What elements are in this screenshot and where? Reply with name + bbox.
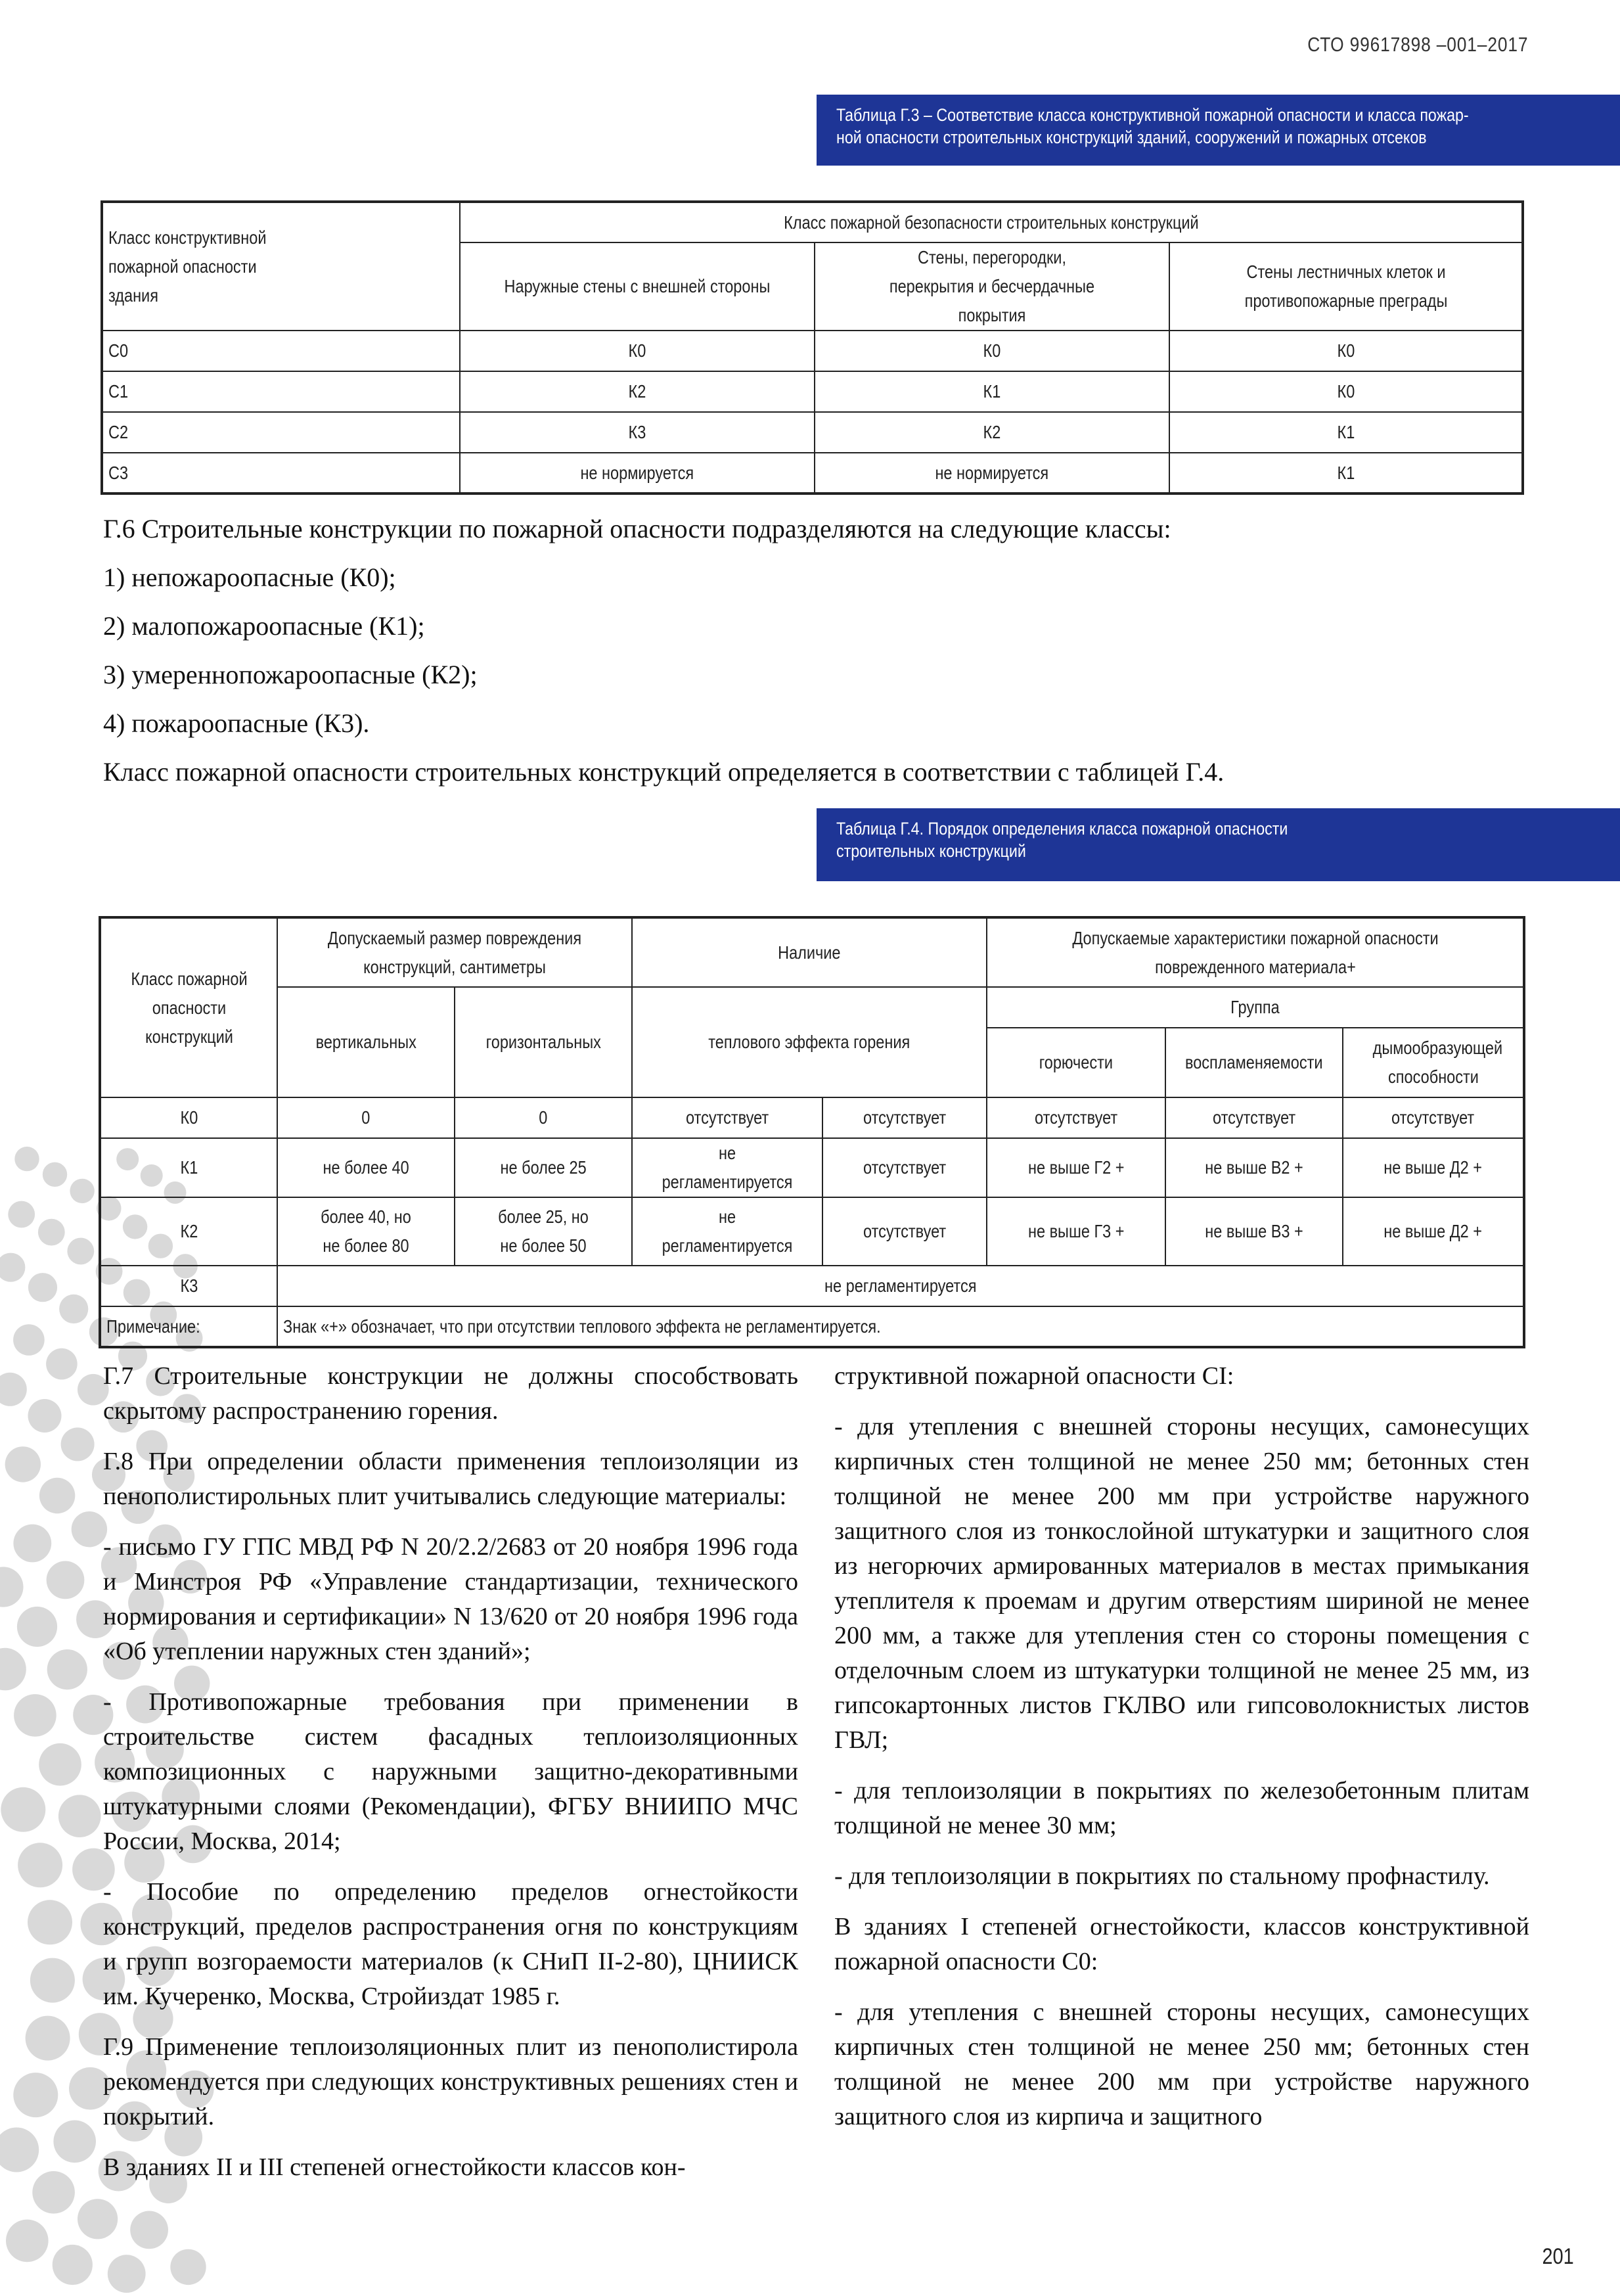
table-cell: отсутствует xyxy=(1343,1097,1524,1138)
table-cell: К1 xyxy=(815,371,1169,412)
section-g6-item-4: 4) пожароопасные (К3). xyxy=(103,708,370,738)
table-g4-head-smoke: дымообразующей способности xyxy=(1343,1028,1524,1097)
table-g4-head-group: Группа xyxy=(987,987,1524,1028)
table-row xyxy=(100,1197,1524,1266)
table-cell: С1 xyxy=(102,371,460,412)
decorative-dot xyxy=(28,1900,72,1944)
paragraph-insulation-walls: - для утепления с внешней стороны несущих, самонесущих кирпичных стен толщиной не менее 250 мм; бетонных стен толщиной не менее 200 мм при устройстве наружного защитного слоя из тонкослойной штукатурки и защитного слоя из негорючих армированных материалов в местах примыкания утеплителя к проемам и другим отверстиям шириной не менее 200 мм, а также для утепления стен со стороны помещения с отделочным слоем из штукатурки толщиной не менее 25 мм, из гипсокартонных листов ГКЛВО или гипсоволокнистых листов ГВЛ; xyxy=(834,1413,1529,1754)
decorative-dot xyxy=(43,1162,67,1187)
table-row xyxy=(100,1097,1524,1138)
table-cell: отсутствует xyxy=(822,1097,987,1138)
table-cell: К0 xyxy=(460,331,815,371)
table-g3-head-group: Класс пожарной безопасности строительных конструкций xyxy=(460,202,1523,242)
table-g4-head-size: Допускаемый размер повреждения конструкций, сантиметры xyxy=(277,917,632,987)
decorative-dot xyxy=(0,1373,27,1406)
table-cell: отсутствует xyxy=(632,1097,822,1138)
table-cell: не регламентируется xyxy=(632,1138,822,1197)
table-g4-caption xyxy=(817,808,1620,881)
decorative-dot xyxy=(17,1607,57,1647)
table-row xyxy=(102,371,1523,412)
table-g3-head-col3: Стены лестничных клеток и противопожарные преграды xyxy=(1169,242,1523,331)
decorative-dot xyxy=(130,2211,168,2249)
table-g4-head-vertical: вертикальных xyxy=(277,987,455,1097)
table-cell: отсутствует xyxy=(822,1138,987,1197)
decorative-dot xyxy=(0,2128,39,2172)
table-cell: К0 xyxy=(815,331,1169,371)
table-cell: С0 xyxy=(102,331,460,371)
table-cell: не выше Д2 + xyxy=(1343,1197,1524,1266)
left-text-column xyxy=(103,1359,798,2201)
table-cell: К2 xyxy=(815,412,1169,453)
table-g3-head-col2: Стены, перегородки, перекрытия и бесчердачные покрытия xyxy=(815,242,1169,331)
table-cell: отсутствует xyxy=(822,1197,987,1266)
table-g4-head-class: Класс пожарной опасности конструкций xyxy=(100,917,277,1097)
table-g3-head-col1: Наружные стены с внешней стороны xyxy=(460,242,815,331)
right-text-column xyxy=(834,1359,1529,2150)
decorative-dot xyxy=(38,1219,65,1246)
table-cell: К1 xyxy=(1169,453,1523,494)
table-cell: К3 xyxy=(100,1266,277,1306)
decorative-dot xyxy=(28,1399,62,1433)
table-cell: не более 40 xyxy=(277,1138,455,1197)
decorative-dot xyxy=(14,1147,39,1171)
decorative-dot xyxy=(53,2245,93,2285)
paragraph-g9: Г.9 Применение теплоизоляционных плит из пенополистирола рекомендуется при следующих конструктивных решениях стен и покрытий. xyxy=(103,2033,798,2130)
decorative-dot xyxy=(58,1795,101,1837)
table-cell: не выше Г3 + xyxy=(987,1197,1165,1266)
paragraph-insulation-steel: - для теплоизоляции в покрытиях по стальному профнастилу. xyxy=(834,1862,1490,1890)
paragraph-g7: Г.7 Строительные конструкции не должны способствовать скрытому распространению горения. xyxy=(103,1362,798,1425)
table-row xyxy=(100,1306,1524,1347)
table-cell: не выше В3 + xyxy=(1165,1197,1343,1266)
table-cell: К0 xyxy=(1169,331,1523,371)
table-g4-head-heat-effect: теплового эффекта горения xyxy=(632,987,987,1097)
table-row xyxy=(100,1138,1524,1197)
table-cell: К0 xyxy=(100,1097,277,1138)
decorative-dot xyxy=(47,1561,85,1599)
table-g3 xyxy=(101,200,1524,495)
table-cell: не более 25 xyxy=(455,1138,632,1197)
section-g6-item-2: 2) малопожароопасные (К1); xyxy=(103,611,425,641)
decorative-dot xyxy=(0,1567,24,1607)
section-g6-item-3: 3) умереннопожароопасные (К2); xyxy=(103,660,478,689)
table-cell: К2 xyxy=(460,371,815,412)
decorative-dot xyxy=(78,2199,118,2239)
decorative-dot xyxy=(72,1511,107,1547)
document-code: СТО 99617898 –001–2017 xyxy=(1307,33,1528,56)
decorative-dot xyxy=(53,2121,96,2163)
table-g3-caption-line2: ной опасности строительных конструкций зданий, сооружений и пожарных отсеков xyxy=(836,127,1427,147)
table-cell: 0 xyxy=(277,1097,455,1138)
table-row xyxy=(102,412,1523,453)
paragraph-g8: Г.8 При определении области применения теплоизоляции из пенополистирольных плит учитывались следующие материалы: xyxy=(103,1448,798,1510)
table-g4-head-flammability: воспламеняемости xyxy=(1165,1028,1343,1097)
table-cell: К2 xyxy=(100,1197,277,1266)
decorative-dot xyxy=(46,1348,78,1380)
table-g3-head-class: Класс конструктивной пожарной опасности здания xyxy=(102,202,460,331)
table-cell: К0 xyxy=(1169,371,1523,412)
table-cell: 0 xyxy=(455,1097,632,1138)
section-g6-closing: Класс пожарной опасности строительных конструкций определяется в соответствии с таблицей Г.4. xyxy=(103,757,1225,787)
decorative-dot xyxy=(61,1427,95,1461)
table-g4-head-presence: Наличие xyxy=(632,917,987,987)
paragraph-letter: - письмо ГУ ГПС МВД РФ N 20/2.2/2683 от 20 ноября 1996 года и Минстроя РФ «Управление стандартизации, технического нормирования и сертификации» N 13/620 от 20 ноября 1996 года «Об утеплении наружных стен зданий»; xyxy=(103,1533,798,1665)
table-g4-note-text: Знак «+» обозначает, что при отсутствии теплового эффекта не регламентируется. xyxy=(277,1306,1524,1347)
table-cell: отсутствует xyxy=(987,1097,1165,1138)
table-cell: не регламентируется xyxy=(632,1197,822,1266)
decorative-dot xyxy=(13,1324,45,1356)
decorative-dot xyxy=(14,1694,56,1737)
table-row xyxy=(102,331,1523,371)
decorative-dot xyxy=(59,1295,88,1323)
table-cell: С3 xyxy=(102,453,460,494)
table-cell: не выше Д2 + xyxy=(1343,1138,1524,1197)
table-cell: более 25, но не более 50 xyxy=(455,1197,632,1266)
paragraph-buildings-ii-iii: В зданиях II и III степеней огнестойкости классов кон- xyxy=(103,2153,686,2181)
decorative-dot xyxy=(0,1253,25,1282)
table-g3-caption-line1: Таблица Г.3 – Соответствие класса конструктивной пожарной опасности и класса пожар- xyxy=(836,105,1469,125)
page-number: 201 xyxy=(1542,2244,1574,2269)
table-cell: не регламентируется xyxy=(277,1266,1524,1306)
decorative-dot xyxy=(47,1649,87,1689)
table-g4-head-horizontal: горизонтальных xyxy=(455,987,632,1097)
decorative-dot xyxy=(8,1201,35,1228)
decorative-dot xyxy=(39,1478,75,1513)
table-g4-caption-line2: строительных конструкций xyxy=(836,841,1026,861)
table-cell: не нормируется xyxy=(460,453,815,494)
decorative-dot xyxy=(26,2016,70,2061)
paragraph-insulation-concrete: - для теплоизоляции в покрытиях по железобетонным плитам толщиной не менее 30 мм; xyxy=(834,1777,1529,1839)
paragraph-continuation: структивной пожарной опасности CI: xyxy=(834,1362,1234,1390)
table-g4-head-chars: Допускаемые характеристики пожарной опасности поврежденного материала+ xyxy=(987,917,1524,987)
section-g6-item-1: 1) непожароопасные (К0); xyxy=(103,563,396,592)
table-g4 xyxy=(99,916,1525,1348)
table-g4-caption-line1: Таблица Г.4. Порядок определения класса пожарной опасности xyxy=(836,819,1288,838)
table-g4-note-label: Примечание: xyxy=(100,1306,277,1347)
decorative-dot xyxy=(1,1787,45,1832)
table-cell: более 40, но не более 80 xyxy=(277,1197,455,1266)
decorative-dot xyxy=(13,1525,51,1563)
table-cell: К1 xyxy=(1169,412,1523,453)
decorative-dot xyxy=(18,1843,62,1887)
decorative-dot xyxy=(67,1238,94,1265)
table-row xyxy=(102,453,1523,494)
table-cell: К3 xyxy=(460,412,815,453)
decorative-dot xyxy=(39,1743,81,1786)
table-g3-caption xyxy=(817,95,1620,166)
decorative-dot xyxy=(5,1446,41,1482)
paragraph-buildings-i: В зданиях I степеней огнестойкости, классов конструктивной пожарной опасности С0: xyxy=(834,1913,1529,1975)
decorative-dot xyxy=(108,2255,146,2293)
paragraph-insulation-walls-c0: - для утепления с внешней стороны несущих, самонесущих кирпичных стен толщиной не менее 250 мм; бетонных стен толщиной не менее 200 мм при устройстве наружного защитного слоя из кирпича и защитного xyxy=(834,1998,1529,2130)
table-row xyxy=(100,1266,1524,1306)
table-cell: К1 xyxy=(100,1138,277,1197)
decorative-dot xyxy=(70,1179,94,1203)
table-g4-head-combustibility: горючести xyxy=(987,1028,1165,1097)
decorative-dot xyxy=(170,2249,206,2285)
decorative-dot xyxy=(6,2220,49,2262)
decorative-dot xyxy=(28,1273,57,1302)
decorative-dot xyxy=(0,1648,26,1691)
table-cell: отсутствует xyxy=(1165,1097,1343,1138)
decorative-dot xyxy=(30,1958,75,2003)
section-g6-intro: Г.6 Строительные конструкции по пожарной опасности подразделяются на следующие классы: xyxy=(103,514,1171,543)
table-cell: С2 xyxy=(102,412,460,453)
paragraph-requirements: - Противопожарные требования при применении в строительстве систем фасадных теплоизоляционных композиционных с наружными защитно-декоративными штукатурными слоями (Рекомендации), ФГБУ ВНИИПО МЧС России, Москва, 2014; xyxy=(103,1688,798,1855)
decorative-dot xyxy=(32,2171,75,2214)
paragraph-manual: - Пособие по определению пределов огнестойкости конструкций, пределов распространения огня по конструкциям и групп возгораемости материалов (к СНиП II-2-80), ЦНИИСК им. Кучеренко, Москва, Стройиздат 1985 г. xyxy=(103,1878,798,2010)
decorative-dot xyxy=(13,2073,58,2117)
table-cell: не выше В2 + xyxy=(1165,1138,1343,1197)
table-cell: не нормируется xyxy=(815,453,1169,494)
table-cell: не выше Г2 + xyxy=(987,1138,1165,1197)
